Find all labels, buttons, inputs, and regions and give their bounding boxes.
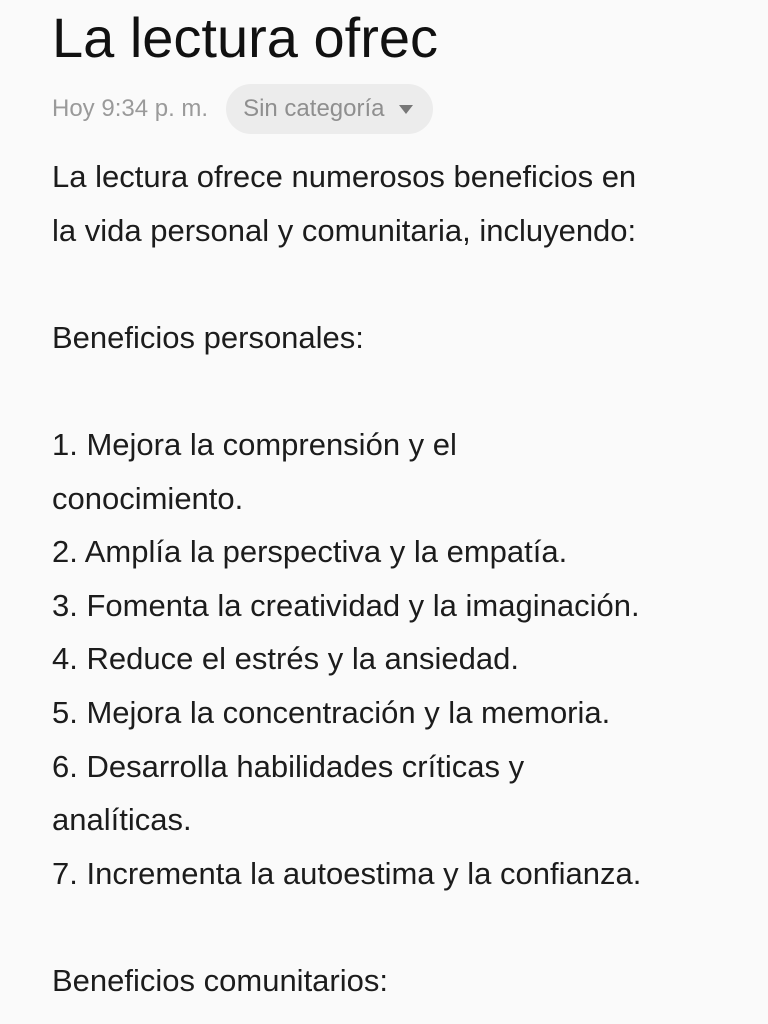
body-line: 4. Reduce el estrés y la ansiedad. <box>52 641 519 677</box>
body-line <box>52 364 752 418</box>
caret-down-icon <box>399 105 413 114</box>
body-line: analíticas. <box>52 802 192 838</box>
body-line: 1. Mejora la comprensión y el <box>52 426 457 462</box>
body-line: 3. Fomenta la creatividad y la imaginación. <box>52 587 640 623</box>
body-line: Beneficios personales: <box>52 319 364 355</box>
body-line: 5. Mejora la concentración y la memoria. <box>52 694 611 730</box>
body-line: conocimiento. <box>52 480 244 516</box>
category-label: Sin categoría <box>243 95 385 122</box>
body-line: Beneficios comunitarios: <box>52 962 388 998</box>
body-line <box>52 900 752 954</box>
note-title[interactable]: La lectura ofrec <box>52 6 438 69</box>
note-body[interactable] <box>52 150 752 1008</box>
body-line: 6. Desarrolla habilidades críticas y <box>52 748 525 784</box>
body-line: La lectura ofrece numerosos beneficios en <box>52 159 637 194</box>
body-line: 7. Incrementa la autoestima y la confianza. <box>52 855 642 891</box>
body-line <box>52 257 752 311</box>
body-line: la vida personal y comunitaria, incluyendo: <box>52 212 637 248</box>
note-date: Hoy 9:34 p. m. <box>52 95 209 122</box>
note-meta <box>52 84 752 134</box>
note-editor[interactable] <box>52 0 752 1008</box>
body-line: 2. Amplía la perspectiva y la empatía. <box>52 534 568 570</box>
category-dropdown[interactable] <box>226 84 432 134</box>
